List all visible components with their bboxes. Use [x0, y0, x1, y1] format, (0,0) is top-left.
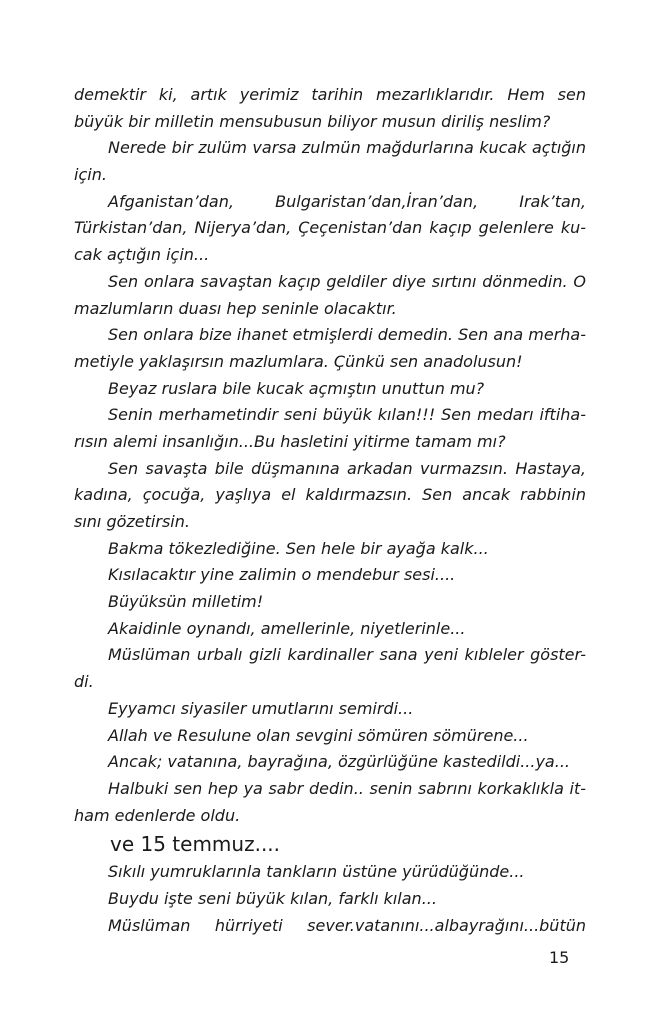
text-line: rısın alemi insanlığın...Bu hasletini yitirme tamam mı? — [74, 431, 506, 451]
text-line: ham edenlerde oldu. — [74, 805, 241, 825]
text-line: Müslüman hürriyeti sever.vatanını...albayrağını...bütün — [108, 915, 586, 935]
text-line: Nerede bir zulüm varsa zulmün mağdurlarına kucak açtığın — [108, 138, 586, 158]
text-line: Buydu işte seni büyük kılan, farklı kılan... — [108, 888, 437, 908]
text-line: sını gözetirsin. — [74, 512, 190, 531]
text-line: büyük bir milletin mensubusun biliyor musun diriliş neslim? — [74, 111, 551, 131]
text-line: Senin merhametindir seni büyük kılan!!! Sen medarı iftiha- — [108, 405, 586, 425]
text-line: cak açtığın için... — [74, 245, 210, 265]
section-heading: ve 15 temmuz.... — [110, 832, 281, 857]
text-line: Türkistan’dan, Nijerya’dan, Çeçenistan’dan kaçıp gelenlere ku- — [74, 218, 586, 238]
page-number: 15 — [549, 948, 570, 967]
text-line: Büyüksün milletim! — [108, 592, 264, 612]
text-line: Ancak; vatanına, bayrağına, özgürlüğüne kastedildi...ya... — [108, 752, 570, 772]
text-line: Müslüman urbalı gizli kardinaller sana yeni kıbleler göster- — [108, 645, 586, 665]
text-line: demektir ki, artık yerimiz tarihin mezarlıklarıdır. Hem sen — [74, 85, 586, 104]
text-line: Beyaz ruslara bile kucak açmıştın unuttun mu? — [108, 378, 485, 398]
text-line: metiyle yaklaşırsın mazlumlara. Çünkü sen anadolusun! — [74, 351, 523, 371]
text-line: Sen savaşta bile düşmanına arkadan vurmazsın. Hastaya, — [108, 458, 586, 478]
text-line: Sen onlara savaştan kaçıp geldiler diye sırtını dönmedin. O — [108, 271, 586, 291]
text-line: Akaidinle oynandı, amellerinle, niyetlerinle... — [108, 618, 466, 638]
text-line: Allah ve Resulune olan sevgini sömüren sömürene... — [108, 725, 529, 745]
text-line: Halbuki sen hep ya sabr dedin.. senin sabrını korkaklıkla it- — [108, 778, 586, 798]
text-line: Eyyamcı siyasiler umutlarını semirdi... — [108, 698, 414, 718]
text-line: Kısılacaktır yine zalimin o mendebur sesi.... — [108, 565, 456, 585]
text-line: Bakma tökezlediğine. Sen hele bir ayağa kalk... — [108, 538, 489, 558]
text-line: di. — [74, 672, 94, 692]
text-line: kadına, çocuğa, yaşlıya el kaldırmazsın. Sen ancak rabbinin — [74, 485, 586, 505]
text-line: Sıkılı yumruklarınla tankların üstüne yürüdüğünde... — [108, 862, 525, 882]
body-text — [74, 82, 586, 939]
text-line: mazlumların duası hep seninle olacaktır. — [74, 298, 397, 318]
text-line: için. — [74, 165, 107, 185]
text-line: Sen onlara bize ihanet etmişlerdi demedin. Sen ana merha- — [108, 325, 586, 345]
text-line: Afganistan’dan, Bulgaristan’dan,İran’dan, Irak’tan, — [108, 191, 586, 211]
